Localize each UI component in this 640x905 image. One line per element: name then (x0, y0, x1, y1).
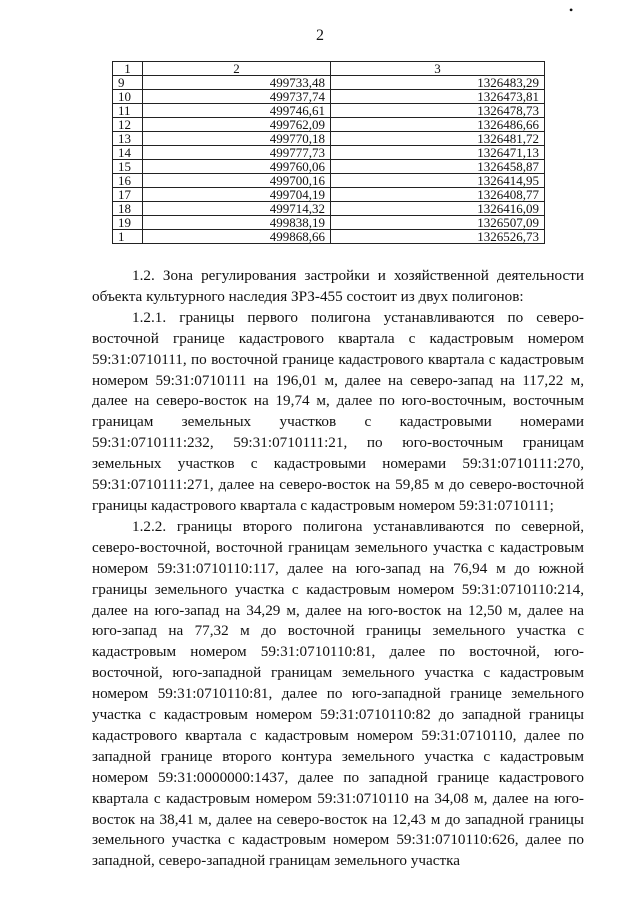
table-row (113, 188, 545, 202)
x-coordinate-cell: 499770,18 (143, 132, 331, 146)
x-coordinate-cell: 499733,48 (143, 76, 331, 90)
y-coordinate-cell: 1326473,81 (331, 90, 545, 104)
y-coordinate-cell: 1326483,29 (331, 76, 545, 90)
table-header-row (113, 62, 545, 76)
table-row (113, 132, 545, 146)
y-coordinate-cell: 1326458,87 (331, 160, 545, 174)
table-row (113, 230, 545, 244)
scan-dot-mark: • (569, 3, 574, 17)
y-coordinate-cell: 1326408,77 (331, 188, 545, 202)
table-row (113, 118, 545, 132)
table-header-cell: 2 (143, 62, 331, 76)
table-row (113, 202, 545, 216)
table-row (113, 146, 545, 160)
y-coordinate-cell: 1326507,09 (331, 216, 545, 230)
point-number-cell: 11 (113, 104, 143, 118)
x-coordinate-cell: 499760,06 (143, 160, 331, 174)
point-number-cell: 14 (113, 146, 143, 160)
x-coordinate-cell: 499868,66 (143, 230, 331, 244)
body-text (92, 266, 584, 872)
x-coordinate-cell: 499746,61 (143, 104, 331, 118)
y-coordinate-cell: 1326471,13 (331, 146, 545, 160)
table-row (113, 104, 545, 118)
x-coordinate-cell: 499762,09 (143, 118, 331, 132)
x-coordinate-cell: 499704,19 (143, 188, 331, 202)
point-number-cell: 9 (113, 76, 143, 90)
x-coordinate-cell: 499838,19 (143, 216, 331, 230)
table-row (113, 90, 545, 104)
page-number: 2 (316, 27, 324, 44)
point-number-cell: 19 (113, 216, 143, 230)
table-header-cell: 1 (113, 62, 143, 76)
y-coordinate-cell: 1326478,73 (331, 104, 545, 118)
point-number-cell: 17 (113, 188, 143, 202)
point-number-cell: 10 (113, 90, 143, 104)
y-coordinate-cell: 1326486,66 (331, 118, 545, 132)
y-coordinate-cell: 1326414,95 (331, 174, 545, 188)
paragraph-zone-description: 1.2. Зона регулирования застройки и хозяйственной деятельности объекта культурного наследия ЗРЗ-455 состоит из двух полигонов: (92, 267, 584, 305)
paragraph-second-polygon: 1.2.2. границы второго полигона устанавливаются по северной, северо-восточной, восточной границам земельного участка с кадастровым номером 59:31:0710110:117, далее на юго-запад на 76,94 м до южной границы земельного участка с кадастровым номером 59:31:0710110:214, далее на юго-запад на 34,29 м, далее на юго-восток на 12,50 м, далее на юго-запад на 77,32 м до восточной границы земельного участка с кадастровым номером 59:31:0710110:81, далее по восточной, юго-восточной, юго-западной границам земельного участка с кадастровым номером 59:31:0710110:81, далее по юго-западной границе земельного участка с кадастровым номером 59:31:0710110:82 до западной границы кадастрового квартала с кадастровым номером 59:31:0710110, далее по западной границе второго контура земельного участка с кадастровым номером 59:31:0000000:1437, далее по западной границе кадастрового квартала с кадастровым номером 59:31:0710110 на 34,08 м, далее на юго-восток на 38,41 м, далее на северо-восток на 12,43 м до западной границы земельного участка с кадастровым номером 59:31:0710110:626, далее по западной, северо-западной границам земельного участка (92, 517, 584, 870)
coordinates-table (112, 61, 545, 244)
y-coordinate-cell: 1326526,73 (331, 230, 545, 244)
table-row (113, 160, 545, 174)
point-number-cell: 18 (113, 202, 143, 216)
point-number-cell: 1 (113, 230, 143, 244)
table-row (113, 174, 545, 188)
table-row (113, 76, 545, 90)
point-number-cell: 15 (113, 160, 143, 174)
table-row (113, 216, 545, 230)
table-header-cell: 3 (331, 62, 545, 76)
point-number-cell: 16 (113, 174, 143, 188)
x-coordinate-cell: 499700,16 (143, 174, 331, 188)
point-number-cell: 13 (113, 132, 143, 146)
paragraph-first-polygon: 1.2.1. границы первого полигона устанавливаются по северо-восточной границе кадастрового квартала с кадастровым номером 59:31:0710111, по восточной границе кадастрового квартала с кадастровым номером 59:31:0710111 на 196,01 м, далее на северо-запад на 117,22 м, далее на северо-восток на 19,74 м, далее по юго-восточным, восточным границам земельных участков с кадастровыми номерами 59:31:0710111:232, 59:31:0710111:21, по юго-восточным границам земельных участков с кадастровыми номерами 59:31:0710111:270, 59:31:0710111:271, далее на северо-восток на 59,85 м до северо-восточной границы кадастрового квартала с кадастровым номером 59:31:0710111; (92, 308, 584, 514)
y-coordinate-cell: 1326481,72 (331, 132, 545, 146)
x-coordinate-cell: 499714,32 (143, 202, 331, 216)
x-coordinate-cell: 499737,74 (143, 90, 331, 104)
x-coordinate-cell: 499777,73 (143, 146, 331, 160)
point-number-cell: 12 (113, 118, 143, 132)
y-coordinate-cell: 1326416,09 (331, 202, 545, 216)
